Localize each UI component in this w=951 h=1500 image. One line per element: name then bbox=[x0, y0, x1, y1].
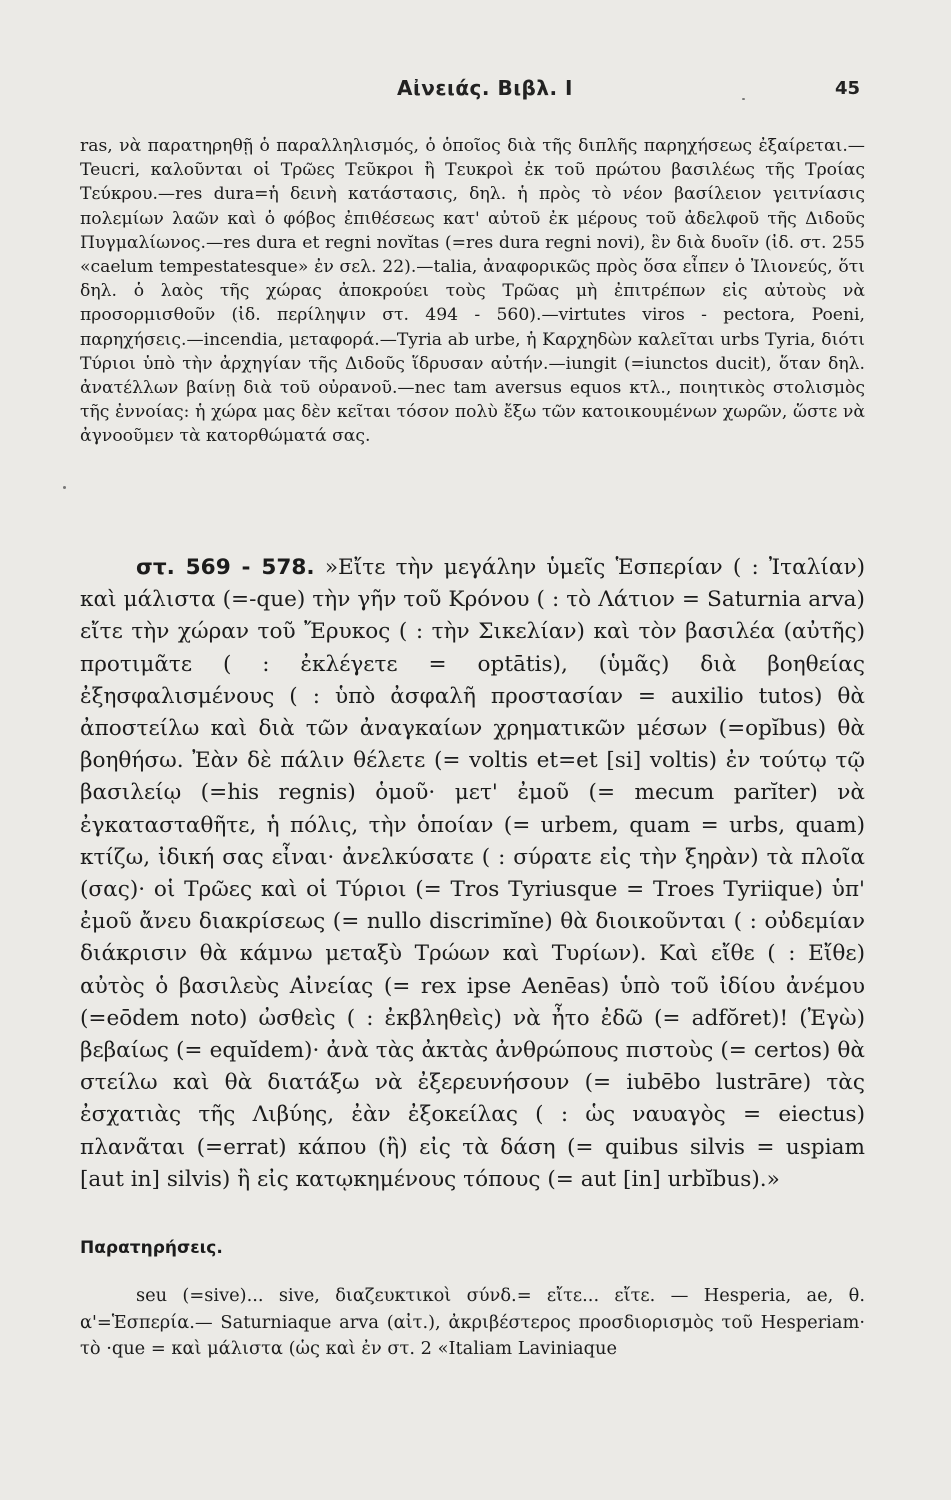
page-number: 45 bbox=[835, 78, 861, 99]
print-speck bbox=[742, 98, 745, 100]
commentary-block bbox=[80, 134, 865, 449]
translation-text: »Εἴτε τὴν μεγάλην ὑμεῖς Ἑσπερίαν ( : Ἰταλίαν) καὶ μάλιστα (=-que) τὴν γῆν τοῦ Κρόνου ( : τὸ Λάτιον = Saturnia arva) εἴτε τὴν χώραν τοῦ Ἔρυκος ( : τὴν Σικελίαν) καὶ τὸν βασιλέα (αὐτῆς) προτιμᾶτε ( : ἐκλέγετε = optātis), (ὑμᾶς) διὰ βοηθείας ἐξησφαλισμένους ( : ὑπὸ ἀσφαλῆ προστασίαν = auxilio tutos) θὰ ἀποστείλω καὶ διὰ τῶν ἀναγκαίων χρηματικῶν μέσων (=opĭbus) θὰ βοηθήσω. Ἐὰν δὲ πάλιν θέλετε (= voltis et=et [si] voltis) ἐν τούτῳ τῷ βασιλείῳ (=his regnis) ὁμοῦ· μετ' ἐμοῦ (= mecum parĭter) νὰ ἐγκατασταθῆτε, ἡ πόλις, τὴν ὁποίαν (= urbem, quam = urbs, quam) κτίζω, ἰδική σας εἶναι· ἀνελκύσατε ( : σύρατε εἰς τὴν ξηρὰν) τὰ πλοῖα (σας)· οἱ Τρῶες καὶ οἱ Τύριοι (= Tros Tyriusque = Troes Tyriique) ὑπ' ἐμοῦ ἄνευ διακρίσεως (= nullo discrimĭne) θὰ διοικοῦνται ( : οὐδεμίαν διάκρισιν θὰ κάμνω μεταξὺ Τρώων καὶ Τυρίων). Καὶ εἴθε ( : Εἴθε) αὐτὸς ὁ βασιλεὺς Αἰνείας (= rex ipse Aenēas) ὑπὸ τοῦ ἰδίου ἀνέμου (=eōdem noto) ὠσθεὶς ( : ἐκβληθεὶς) νὰ ἦτο ἐδῶ (= adfŏret)! (Ἐγὼ) βεβαίως (= equĭdem)· ἀνὰ τὰς ἀκτὰς ἀνθρώπους πιστοὺς (= certos) θὰ στείλω καὶ θὰ διατάξω νὰ ἐξερευνήσουν (= iubēbo lustrāre) τὰς ἐσχατιὰς τῆς Λιβύης, ἐὰν ἐξοκείλας ( : ὡς ναυαγὸς = eiectus) πλανᾶται (=errat) κάπου (ἢ) εἰς τὰ δάση (= quibus silvis = uspiam [aut in] silvis) ἢ εἰς κατῳκημένους τόπους (= aut [in] urbĭbus).» bbox=[80, 555, 865, 1192]
commentary-paragraph: ras, νὰ παρατηρηθῇ ὁ παραλληλισμός, ὁ ὁποῖος διὰ τῆς διπλῆς παρηχήσεως ἐξαίρεται.— Teucri, καλοῦνται οἱ Τρῶες Τεῦκροι ἢ Τευκροὶ ἐκ τοῦ πρώτου βασιλέως τῆς Τροίας Τεύκρου.—res dura=ἡ δεινὴ κατάστασις, δηλ. ἡ πρὸς τὸ νέον βασίλειον γειτνίασις πολεμίων λαῶν καὶ ὁ φόβος ἐπιθέσεως κατ' αὐτοῦ ἐκ μέρους τοῦ ἀδελφοῦ τῆς Διδοῦς Πυγμαλίωνος.—res dura et regni novĭtas (=res dura regni novi), ἓν διὰ δυοῖν (ἰδ. στ. 255 «caelum tempestatesque» ἐν σελ. 22).—talia, ἀναφορικῶς πρὸς ὅσα εἶπεν ὁ Ἰλιονεύς, ὅτι δηλ. ὁ λαὸς τῆς χώρας ἀποκρούει τοὺς Τρῶας μὴ ἐπιτρέπων εἰς αὐτοὺς νὰ προσορμισθοῦν (ἰδ. περίληψιν στ. 494 - 560).—virtutes viros - pectora, Poeni, παρηχήσεις.—incendia, μεταφορά.—Tyria ab urbe, ἡ Καρχηδὼν καλεῖται urbs Tyria, διότι Τύριοι ὑπὸ τὴν ἀρχηγίαν τῆς Διδοῦς ἵδρυσαν αὐτήν.—iungit (=iunctos ducit), ὅταν δηλ. ἀνατέλλων βαίνῃ διὰ τοῦ οὐρανοῦ.—nec tam aversus equos κτλ., ποιητικὸς στολισμὸς τῆς ἐννοίας: ἡ χώρα μας δὲν κεῖται τόσον πολὺ ἔξω τῶν κατοικουμένων χωρῶν, ὥστε νὰ ἀγνοοῦμεν τὰ κατορθώματά σας. bbox=[80, 136, 865, 447]
translation-paragraph bbox=[80, 552, 865, 1196]
notes-block bbox=[80, 1283, 865, 1363]
translation-block bbox=[80, 552, 865, 1196]
print-speck bbox=[63, 486, 66, 489]
running-title: Αἰνειάς. Βιβλ. Ι bbox=[397, 76, 573, 100]
notes-paragraph: seu (=sive)... sive, διαζευκτικοὶ σύνδ.= εἴτε... εἴτε. — Hesperia, ae, θ. α'=Ἑσπερία.— Saturniaque arva (αἰτ.), ἀκριβέστερος προσδιορισμὸς τοῦ Hesperiam· τὸ ·que = καὶ μάλιστα (ὡς καὶ ἐν στ. 2 «Italiam Laviniaque bbox=[80, 1285, 865, 1359]
verse-reference: στ. 569 - 578. bbox=[136, 555, 315, 580]
notes-heading: Παρατηρήσεις. bbox=[80, 1238, 223, 1258]
